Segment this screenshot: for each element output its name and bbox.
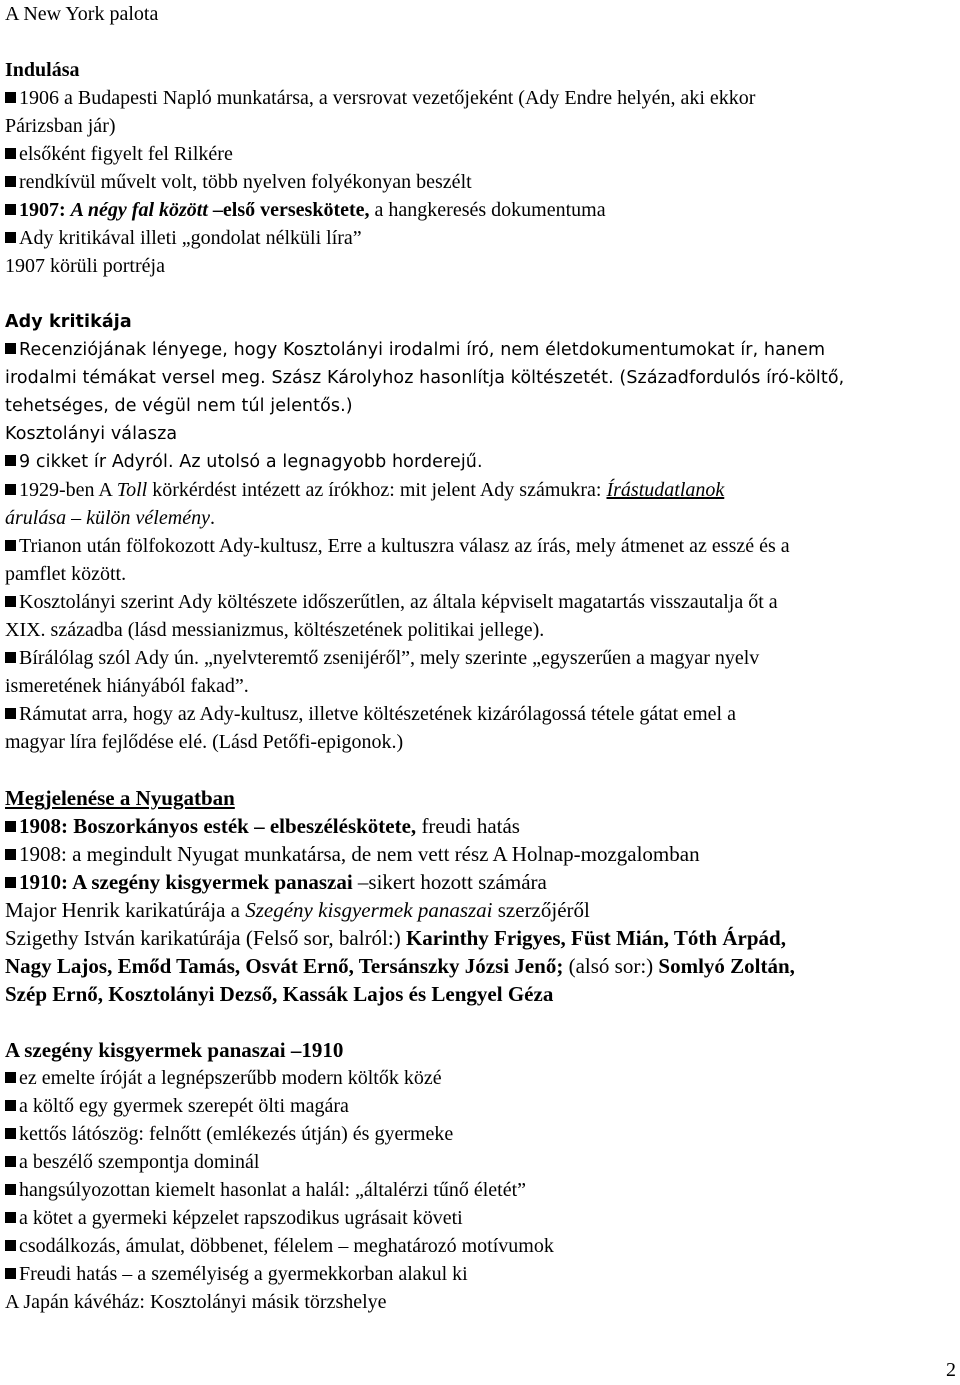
square-bullet-icon [5,1212,16,1223]
square-bullet-icon [5,596,16,607]
page-number: 2 [946,1359,956,1381]
square-bullet-icon [5,1156,16,1167]
text-line: 1907 körüli portréja [5,255,165,277]
text-line: Szigethy István karikatúrája (Felső sor, balról:) Karinthy Frigyes, Füst Mián, Tóth Árpád, [5,926,786,950]
text-line: A Japán kávéház: Kosztolányi másik törzshelye [5,1291,387,1313]
text-line: XIX. századba (lásd messianizmus, költészetének politikai jellege). [5,619,545,641]
square-bullet-icon [5,1268,16,1279]
bullet-line: rendkívül művelt volt, több nyelven folyékonyan beszélt [5,168,960,196]
bullet-line: a költő egy gyermek szerepét ölti magára [5,1092,960,1120]
square-bullet-icon [5,343,16,354]
bullet-line: Rámutat arra, hogy az Ady-kultusz, illetve költészetének kizárólagossá tétele gátat emel a [5,700,960,728]
bullet-line: csodálkozás, ámulat, döbbenet, félelem – meghatározó motívumok [5,1232,960,1260]
text-line: árulása – külön vélemény. [5,507,215,529]
section-heading-indulasa: Indulása [5,59,80,81]
square-bullet-icon [5,849,16,860]
section-heading-nyugat: Megjelenése a Nyugatban [5,786,235,810]
bullet-line: 9 cikket ír Adyról. Az utolsó a legnagyobb horderejű. [5,448,960,476]
bullet-line: Freudi hatás – a személyiség a gyermekkorban alakul ki [5,1260,960,1288]
square-bullet-icon [5,708,16,719]
bullet-line: a beszélő szempontja dominál [5,1148,960,1176]
bullet-line: Kosztolányi szerint Ady költészete időszerűtlen, az általa képviselt magatartás visszautalja őt a [5,588,960,616]
square-bullet-icon [5,1184,16,1195]
text-line: irodalmi témákat versel meg. Szász Károlyhoz hasonlítja költészetét. (Századfordulós író-költő, [5,368,845,388]
square-bullet-icon [5,92,16,103]
bullet-line: ez emelte íróját a legnépszerűbb modern költők közé [5,1064,960,1092]
square-bullet-icon [5,652,16,663]
text-line: Nagy Lajos, Emőd Tamás, Osvát Ernő, Tersánszky Józsi Jenő; (alsó sor:) Somlyó Zoltán, [5,954,795,978]
square-bullet-icon [5,148,16,159]
square-bullet-icon [5,232,16,243]
text-line: magyar líra fejlődése elé. (Lásd Petőfi-epigonok.) [5,731,404,753]
bullet-line: hangsúlyozottan kiemelt hasonlat a halál: „általérzi tűnő életét” [5,1176,960,1204]
bullet-line: elsőként figyelt fel Rilkére [5,140,960,168]
section-heading-panaszai: A szegény kisgyermek panaszai –1910 [5,1038,344,1062]
square-bullet-icon [5,540,16,551]
section-heading-ady-kritikaja: Ady kritikája [5,312,132,332]
text-line: tehetséges, de végül nem túl jelentős.) [5,396,353,416]
bullet-line: 1906 a Budapesti Napló munkatársa, a versrovat vezetőjeként (Ady Endre helyén, aki ekkor [5,84,960,112]
bullet-line: a kötet a gyermeki képzelet rapszodikus ugrásait követi [5,1204,960,1232]
bullet-line: 1929-ben A Toll körkérdést intézett az írókhoz: mit jelent Ady számukra: Írástudatlanok [5,476,960,504]
square-bullet-icon [5,877,16,888]
square-bullet-icon [5,1072,16,1083]
document-title: A New York palota [5,3,159,25]
bullet-line: Recenziójának lényege, hogy Kosztolányi irodalmi író, nem életdokumentumokat ír, hanem [5,336,960,364]
text-line: pamflet között. [5,563,127,585]
bullet-line: Trianon után fölfokozott Ady-kultusz, Erre a kultuszra válasz az írás, mely átmenet az esszé és a [5,532,960,560]
text-line: Szép Ernő, Kosztolányi Dezső, Kassák Lajos és Lengyel Géza [5,982,554,1006]
square-bullet-icon [5,204,16,215]
text-line: ismeretének hiányából fakad”. [5,675,249,697]
bullet-line: 1908: a megindult Nyugat munkatársa, de nem vett rész A Holnap-mozgalomban [5,840,960,868]
bullet-line: kettős látószög: felnőtt (emlékezés útján) és gyermeke [5,1120,960,1148]
text-line: Kosztolányi válasza [5,424,178,444]
bullet-line: 1910: A szegény kisgyermek panaszai –sikert hozott számára [5,868,960,896]
square-bullet-icon [5,176,16,187]
square-bullet-icon [5,1240,16,1251]
square-bullet-icon [5,1100,16,1111]
text-line: Major Henrik karikatúrája a Szegény kisgyermek panaszai szerzőjéről [5,898,590,922]
bullet-line: 1907: A négy fal között –első verseskötete, a hangkeresés dokumentuma [5,196,960,224]
bullet-line: Ady kritikával illeti „gondolat nélküli líra” [5,224,960,252]
bullet-line: Bírálólag szól Ady ún. „nyelvteremtő zsenijéről”, mely szerinte „egyszerűen a magyar nyelv [5,644,960,672]
square-bullet-icon [5,455,16,466]
square-bullet-icon [5,1128,16,1139]
square-bullet-icon [5,821,16,832]
bullet-line: 1908: Boszorkányos esték – elbeszéléskötete, freudi hatás [5,812,960,840]
text-line: Párizsban jár) [5,115,116,137]
square-bullet-icon [5,484,16,495]
